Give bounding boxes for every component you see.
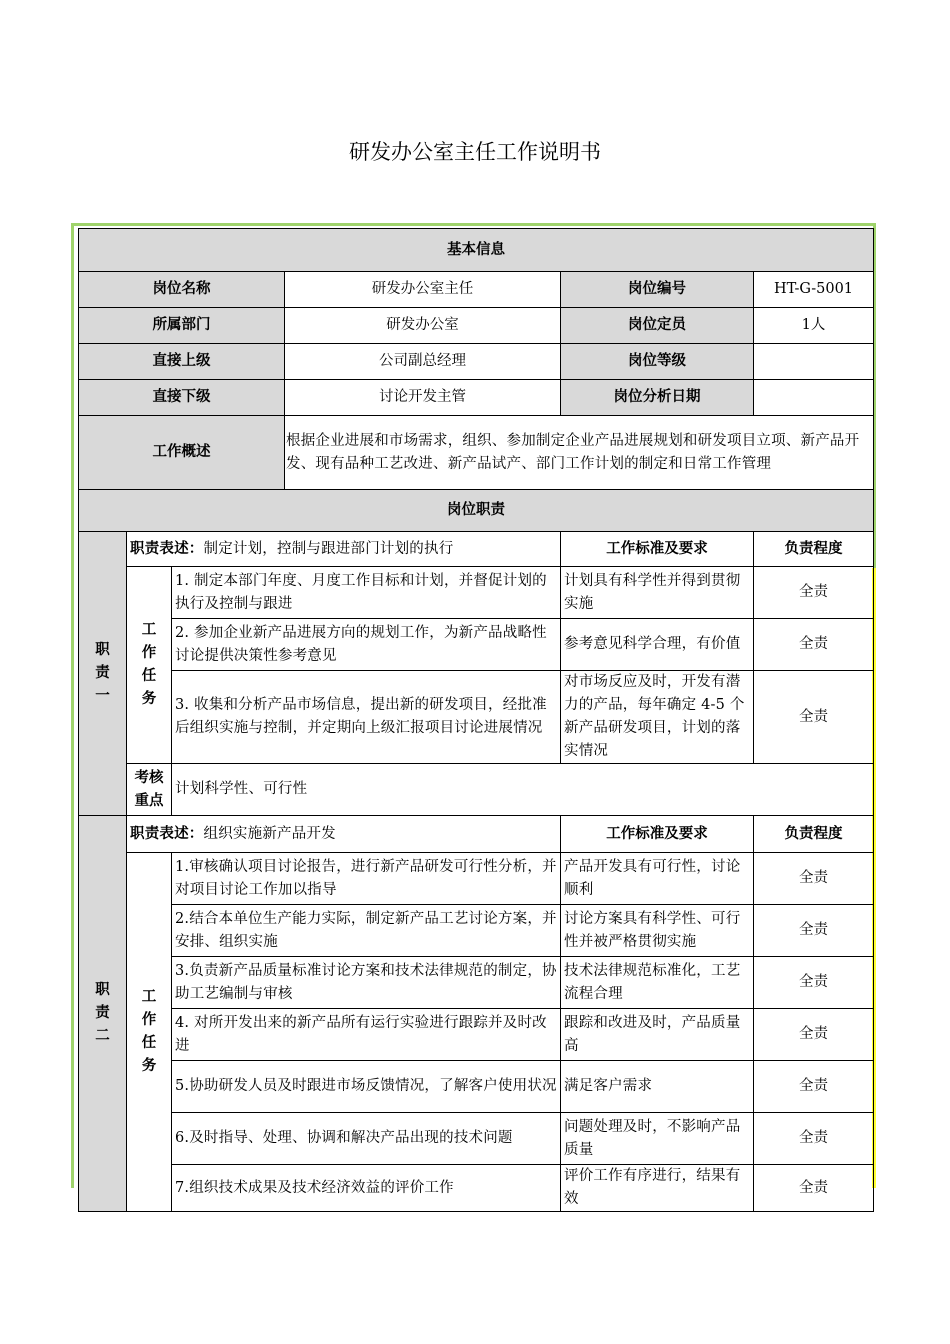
- duty-2-label: 职 责 二: [79, 816, 127, 1212]
- label-department: 所属部门: [79, 308, 285, 344]
- duty-1-standard-header: 工作标准及要求: [561, 532, 754, 567]
- duty-2-description: [127, 816, 561, 853]
- value-position-grade: [754, 344, 874, 380]
- duty-2-task-5-standard: 满足客户需求: [561, 1061, 754, 1113]
- duty-2-desc-text: 组织实施新产品开发: [203, 826, 336, 842]
- duty-2-task-3: 3.负责新产品质量标准讨论方案和技术法律规范的制定，协助工艺编制与审核: [172, 957, 561, 1009]
- value-direct-subordinate: 讨论开发主管: [285, 380, 561, 416]
- duty-2-task-6: 6.及时指导、处理、协调和解决产品出现的技术问题: [172, 1113, 561, 1165]
- work-summary-text: 根据企业进展和市场需求，组织、参加制定企业产品进展规划和研发项目立项、新产品开发、现有品种工艺改进、新产品试产、部门工作计划的制定和日常工作管理: [285, 416, 874, 490]
- label-headcount: 岗位定员: [561, 308, 754, 344]
- duty-1-description: [127, 532, 561, 567]
- duty-1-task-2-degree: 全责: [754, 619, 874, 671]
- duty-2-task-3-standard: 技术法律规范标准化，工艺流程合理: [561, 957, 754, 1009]
- duty-2-task-label: 工 作 任 务: [127, 853, 172, 1212]
- duty-1-degree-header: 负责程度: [754, 532, 874, 567]
- duty-2-task-1-standard: 产品开发具有可行性，讨论顺利: [561, 853, 754, 905]
- duties-section-title: 岗位职责: [79, 490, 874, 532]
- duty-2-task-5: 5.协助研发人员及时跟进市场反馈情况，了解客户使用状况: [172, 1061, 561, 1113]
- duty-2-task-6-degree: 全责: [754, 1113, 874, 1165]
- value-headcount: 1人: [754, 308, 874, 344]
- duty-2-task-2: 2.结合本单位生产能力实际，制定新产品工艺讨论方案，并安排、组织实施: [172, 905, 561, 957]
- duty-2-task-2-standard: 讨论方案具有科学性、可行性并被严格贯彻实施: [561, 905, 754, 957]
- value-position-code: HT-G-5001: [754, 272, 874, 308]
- duty-1-task-label: 工 作 任 务: [127, 567, 172, 764]
- label-position-grade: 岗位等级: [561, 344, 754, 380]
- duty-2-task-4-standard: 跟踪和改进及时，产品质量高: [561, 1009, 754, 1061]
- duty-1-task-3-degree: 全责: [754, 671, 874, 764]
- value-department: 研发办公室: [285, 308, 561, 344]
- duty-2-standard-header: 工作标准及要求: [561, 816, 754, 853]
- duty-2-task-2-degree: 全责: [754, 905, 874, 957]
- duty-2-task-1-degree: 全责: [754, 853, 874, 905]
- duty-1-review-text: 计划科学性、可行性: [172, 764, 874, 816]
- duty-2-task-4-degree: 全责: [754, 1009, 874, 1061]
- label-work-summary: 工作概述: [79, 416, 285, 490]
- duty-2-task-5-degree: 全责: [754, 1061, 874, 1113]
- duty-2-task-7: 7.组织技术成果及技术经济效益的评价工作: [172, 1165, 561, 1212]
- duty-1-desc-text: 制定计划，控制与跟进部门计划的执行: [203, 541, 454, 557]
- duty-2-degree-header: 负责程度: [754, 816, 874, 853]
- label-analysis-date: 岗位分析日期: [561, 380, 754, 416]
- duty-2-task-3-degree: 全责: [754, 957, 874, 1009]
- label-direct-subordinate: 直接下级: [79, 380, 285, 416]
- duty-2-task-1: 1.审核确认项目讨论报告，进行新产品研发可行性分析，并对项目讨论工作加以指导: [172, 853, 561, 905]
- basic-info-section-title: 基本信息: [79, 229, 874, 272]
- duty-1-task-1-standard: 计划具有科学性并得到贯彻实施: [561, 567, 754, 619]
- duty-1-task-1: 1. 制定本部门年度、月度工作目标和计划，并督促计划的执行及控制与跟进: [172, 567, 561, 619]
- duty-1-task-2-standard: 参考意见科学合理，有价值: [561, 619, 754, 671]
- value-analysis-date: [754, 380, 874, 416]
- duty-1-task-1-degree: 全责: [754, 567, 874, 619]
- duty-2-desc-label: 职责表述：: [130, 825, 204, 842]
- value-direct-superior: 公司副总经理: [285, 344, 561, 380]
- value-position-name: 研发办公室主任: [285, 272, 561, 308]
- duty-2-task-4: 4. 对所开发出来的新产品所有运行实验进行跟踪并及时改进: [172, 1009, 561, 1061]
- duty-2-task-6-standard: 问题处理及时，不影响产品质量: [561, 1113, 754, 1165]
- duty-1-label: 职 责 一: [79, 532, 127, 816]
- label-position-code: 岗位编号: [561, 272, 754, 308]
- duty-2-task-7-degree: 全责: [754, 1165, 874, 1212]
- duty-1-task-2: 2. 参加企业新产品进展方向的规划工作，为新产品战略性讨论提供决策性参考意见: [172, 619, 561, 671]
- duty-1-review-label: 考核 重点: [127, 764, 172, 816]
- duty-1-task-3: 3. 收集和分析产品市场信息，提出新的研发项目，经批准后组织实施与控制，并定期向上级汇报项目讨论进展情况: [172, 671, 561, 764]
- job-description-table: [78, 228, 874, 1212]
- document-title: 研发办公室主任工作说明书: [349, 140, 601, 164]
- label-position-name: 岗位名称: [79, 272, 285, 308]
- duty-1-task-3-standard: 对市场反应及时，开发有潜力的产品，每年确定 4-5 个新产品研发项目，计划的落实情况: [561, 671, 754, 764]
- duty-2-task-7-standard: 评价工作有序进行，结果有效: [561, 1165, 754, 1212]
- label-direct-superior: 直接上级: [79, 344, 285, 380]
- duty-1-desc-label: 职责表述：: [130, 540, 204, 557]
